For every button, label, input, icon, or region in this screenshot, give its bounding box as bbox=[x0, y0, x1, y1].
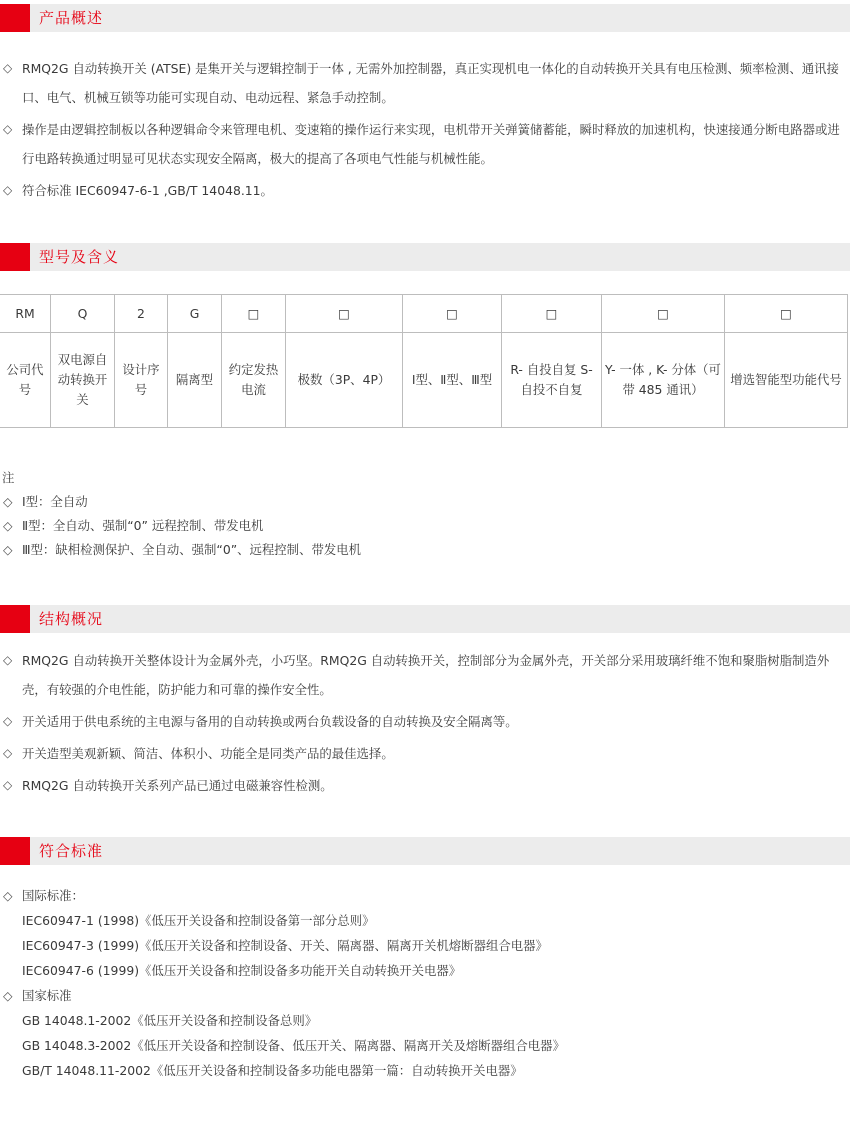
diamond-bullet-icon: ◇ bbox=[3, 61, 13, 75]
diamond-bullet-icon: ◇ bbox=[3, 183, 13, 197]
structure-list bbox=[0, 646, 850, 800]
code-cell: □ bbox=[602, 295, 725, 333]
diamond-bullet-icon: ◇ bbox=[3, 888, 13, 903]
model-table bbox=[0, 294, 848, 428]
code-cell: G bbox=[168, 295, 222, 333]
list-item bbox=[0, 739, 850, 768]
list-item bbox=[0, 490, 850, 514]
standard-item: GB 14048.1-2002《低压开关设备和控制设备总则》 bbox=[22, 1013, 318, 1028]
meaning-cell: 增选智能型功能代号 bbox=[725, 333, 848, 428]
list-item bbox=[0, 514, 850, 538]
code-cell: □ bbox=[222, 295, 286, 333]
note-label: 注 bbox=[2, 470, 15, 485]
diamond-bullet-icon: ◇ bbox=[3, 988, 13, 1003]
meaning-cell: 双电源自动转换开关 bbox=[51, 333, 115, 428]
diamond-bullet-icon: ◇ bbox=[3, 122, 13, 136]
section-header-structure bbox=[0, 605, 850, 633]
item-text: RMQ2G 自动转换开关整体设计为金属外壳，小巧坚。RMQ2G 自动转换开关，控制部分为金属外壳，开关部分采用玻璃纤维不饱和聚脂树脂制造外壳，有较强的介电性能，防护能力和可靠的操作安全性。 bbox=[22, 653, 830, 697]
code-cell: RM bbox=[0, 295, 51, 333]
meaning-cell: Y- 一体 , K- 分体（可带 485 通讯） bbox=[602, 333, 725, 428]
section-title: 产品概述 bbox=[39, 9, 104, 27]
code-cell: Q bbox=[51, 295, 115, 333]
diamond-bullet-icon: ◇ bbox=[3, 518, 13, 533]
meaning-cell: R- 自投自复 S- 自投不自复 bbox=[502, 333, 602, 428]
meaning-cell: 隔离型 bbox=[168, 333, 222, 428]
code-cell: □ bbox=[403, 295, 502, 333]
list-item bbox=[0, 707, 850, 736]
code-cell: 2 bbox=[115, 295, 168, 333]
overview-list bbox=[0, 54, 850, 205]
meaning-cell: 约定发热电流 bbox=[222, 333, 286, 428]
diamond-bullet-icon: ◇ bbox=[3, 494, 13, 509]
red-block-icon bbox=[0, 4, 30, 32]
item-text: Ⅱ型：全自动、强制“0” 远程控制、带发电机 bbox=[22, 518, 264, 533]
item-text: 国家标准 bbox=[22, 988, 72, 1003]
code-cell: □ bbox=[286, 295, 403, 333]
list-item bbox=[0, 646, 850, 704]
diamond-bullet-icon: ◇ bbox=[3, 653, 13, 667]
item-text: 国际标准： bbox=[22, 888, 84, 903]
standard-item: IEC60947-6 (1999)《低压开关设备和控制设备多功能开关自动转换开关电器》 bbox=[22, 963, 462, 978]
diamond-bullet-icon: ◇ bbox=[3, 542, 13, 557]
meaning-cell: 极数（3P、4P） bbox=[286, 333, 403, 428]
code-row bbox=[0, 295, 848, 333]
diamond-bullet-icon: ◇ bbox=[3, 714, 13, 728]
standards-list bbox=[0, 883, 850, 1083]
meaning-row bbox=[0, 333, 848, 428]
item-text: Ⅲ型：缺相检测保护、全自动、强制“0”、远程控制、带发电机 bbox=[22, 542, 362, 557]
national-standards-label bbox=[0, 983, 850, 1008]
diamond-bullet-icon: ◇ bbox=[3, 746, 13, 760]
red-block-icon bbox=[0, 243, 30, 271]
item-text: 操作是由逻辑控制板以各种逻辑命令来管理电机、变速箱的操作运行来实现，电机带开关弹簧储蓄能，瞬时释放的加速机构，快速接通分断电路器或进行电路转换通过明显可见状态实现安全隔离，极大的提高了各项电气性能与机械性能。 bbox=[22, 122, 840, 166]
item-text: 符合标准 IEC60947-6-1 ,GB/T 14048.11。 bbox=[22, 183, 273, 198]
diamond-bullet-icon: ◇ bbox=[3, 778, 13, 792]
item-text: RMQ2G 自动转换开关 (ATSE) 是集开关与逻辑控制于一体 , 无需外加控制器，真正实现机电一体化的自动转换开关具有电压检测、频率检测、通讯接口、电气、机械互锁等功能可实现自动、电动远程、紧急手动控制。 bbox=[22, 61, 839, 105]
red-block-icon bbox=[0, 605, 30, 633]
red-block-icon bbox=[0, 837, 30, 865]
meaning-cell: 公司代号 bbox=[0, 333, 51, 428]
section-header-standards bbox=[0, 837, 850, 865]
item-text: Ⅰ型：全自动 bbox=[22, 494, 88, 509]
list-item bbox=[0, 54, 850, 112]
section-title: 型号及含义 bbox=[39, 248, 120, 266]
standard-item: IEC60947-1 (1998)《低压开关设备和控制设备第一部分总则》 bbox=[22, 913, 375, 928]
item-text: 开关适用于供电系统的主电源与备用的自动转换或两台负载设备的自动转换及安全隔离等。 bbox=[22, 714, 518, 729]
section-header-overview bbox=[0, 4, 850, 32]
standard-item: IEC60947-3 (1999)《低压开关设备和控制设备、开关、隔离器、隔离开关机熔断器组合电器》 bbox=[22, 938, 548, 953]
section-title: 符合标准 bbox=[39, 842, 104, 860]
code-cell: □ bbox=[725, 295, 848, 333]
meaning-cell: Ⅰ型、Ⅱ型、Ⅲ型 bbox=[403, 333, 502, 428]
item-text: RMQ2G 自动转换开关系列产品已通过电磁兼容性检测。 bbox=[22, 778, 333, 793]
standard-item: GB 14048.3-2002《低压开关设备和控制设备、低压开关、隔离器、隔离开关及熔断器组合电器》 bbox=[22, 1038, 565, 1053]
model-notes bbox=[0, 466, 850, 562]
list-item bbox=[0, 115, 850, 173]
list-item bbox=[0, 176, 850, 205]
section-title: 结构概况 bbox=[39, 610, 104, 628]
intl-standards-label bbox=[0, 883, 850, 908]
item-text: 开关造型美观新颖、简洁、体积小、功能全是同类产品的最佳选择。 bbox=[22, 746, 394, 761]
section-header-model bbox=[0, 243, 850, 271]
code-cell: □ bbox=[502, 295, 602, 333]
list-item bbox=[0, 771, 850, 800]
standard-item: GB/T 14048.11-2002《低压开关设备和控制设备多功能电器第一篇：自动转换开关电器》 bbox=[22, 1063, 523, 1078]
meaning-cell: 设计序号 bbox=[115, 333, 168, 428]
list-item bbox=[0, 538, 850, 562]
